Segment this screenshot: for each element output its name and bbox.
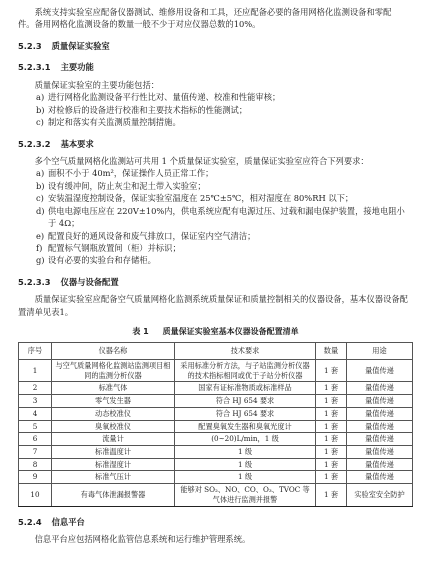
table-row: 5 臭氧校准仪 配置臭氧发生器和臭氧光度计 1 套 量值传递 bbox=[19, 420, 413, 433]
section-5-2-4-heading bbox=[18, 516, 413, 528]
platform-text: 信息平台应包括网格化监管信息系统和运行维护管理系统。 bbox=[34, 533, 251, 544]
list-item: c) 安装温湿度控制设备，保证实验室温度在 25℃±5℃，相对湿度在 80%RH 以下； bbox=[36, 193, 354, 204]
table-row: 1 与空气质量网格化监测站监测项目相同的监测分析仪器 采用标准分析方法，与子站监测分析仪器的技术指标相同或优于子站分析仪器 1 套 量值传递 bbox=[19, 359, 413, 381]
functions-intro: 质量保证实验室的主要功能包括： bbox=[34, 79, 160, 90]
header-quantity: 数量 bbox=[316, 343, 347, 360]
intro-line-2: 件。备用网格化监测设备的数量一般不少于对应仪器总数的10%。 bbox=[18, 19, 261, 30]
list-item: b) 对检修后的设备进行校准和主要技术指标的性能测试； bbox=[36, 104, 248, 115]
list-item: d) 供电电源电压应在 220V±10%内，供电系统应配有电源过压、过载和漏电保护装置，接地电阻小于 4Ω； bbox=[36, 205, 405, 229]
table-row: 6 流量计 (0~20)L/min，1 级 1 套 量值传递 bbox=[19, 433, 413, 446]
functions-list bbox=[18, 91, 413, 128]
section-number: 5.2.3 bbox=[18, 40, 42, 51]
section-title: 仪器与设备配置 bbox=[60, 276, 119, 287]
table-title: 质量保证实验室基本仪器设备配置清单 bbox=[162, 327, 299, 337]
section-number: 5.2.4 bbox=[18, 516, 42, 527]
table-row: 7 标准温度计 1 级 1 套 量值传递 bbox=[19, 445, 413, 458]
header-name: 仪器名称 bbox=[52, 343, 175, 360]
table-row: 9 标准气压计 1 级 1 套 量值传递 bbox=[19, 471, 413, 484]
list-item: e) 配置良好的通风设备和废气排放口，保证室内空气清洁； bbox=[36, 230, 256, 241]
section-title: 质量保证实验室 bbox=[51, 40, 110, 51]
requirements-intro: 多个空气质量网格化监测站可共用 1 个质量保证实验室，质量保证实验室应符合下列要求： bbox=[34, 155, 369, 166]
table-row: 10 有毒气体泄漏报警器 能够对 SO₂、NO、CO、O₃、TVOC 等气体进行监测并报警 1 套 实验室安全防护 bbox=[19, 484, 413, 506]
table-header-row bbox=[19, 343, 413, 360]
list-item: c) 制定和落实有关监测质量控制措施。 bbox=[36, 117, 181, 128]
list-item: a) 面积不小于 40m²，保证操作人员正常工作； bbox=[36, 168, 214, 179]
section-number: 5.2.3.1 bbox=[18, 62, 51, 73]
section-title: 基本要求 bbox=[60, 138, 94, 149]
section-5-2-3-1-heading bbox=[18, 61, 413, 73]
header-no: 序号 bbox=[19, 343, 52, 360]
intro-line-1: 系统支持实验室应配备仪器测试、维修用设备和工具，还应配备必要的备用网格化监测设备和零配 bbox=[34, 7, 392, 17]
header-use: 用途 bbox=[347, 343, 413, 360]
table-row: 4 动态校准仪 符合 HJ 654 要求 1 套 量值传递 bbox=[19, 407, 413, 420]
section-5-2-3-3-heading bbox=[18, 276, 413, 288]
table-caption bbox=[18, 326, 413, 338]
section-5-2-3-2-heading bbox=[18, 138, 413, 150]
requirements-list bbox=[18, 167, 413, 267]
section-5-2-3-heading bbox=[18, 40, 413, 52]
list-item: g) 设有必要的实验台和存储柜。 bbox=[36, 255, 156, 266]
header-requirement: 技术要求 bbox=[175, 343, 316, 360]
list-item: b) 设有缓冲间，防止灰尘和泥土带入实验室； bbox=[36, 180, 206, 191]
section-number: 5.2.3.2 bbox=[18, 138, 51, 149]
table-row: 2 标准气体 国家有证标准物质或标准样品 1 套 量值传递 bbox=[19, 382, 413, 395]
list-item: a) 进行网格化监测设备平行性比对、量值传递、校准和性能审核； bbox=[36, 92, 281, 103]
table-number: 表 1 bbox=[132, 327, 149, 337]
table-row: 3 零气发生器 符合 HJ 654 要求 1 套 量值传递 bbox=[19, 395, 413, 408]
equipment-table bbox=[18, 342, 413, 506]
list-item: f) 配置标气钢瓶放置间（柜）并标识； bbox=[36, 243, 181, 253]
section-title: 主要功能 bbox=[60, 62, 94, 73]
table-row: 8 标准湿度计 1 级 1 套 量值传递 bbox=[19, 458, 413, 471]
equipment-intro: 质量保证实验室应配备空气质量网格化监测系统质量保证和质量控制相关的仪器设备，基本仪器设备配置清单见表1。 bbox=[18, 294, 408, 317]
section-title: 信息平台 bbox=[51, 516, 85, 527]
section-number: 5.2.3.3 bbox=[18, 276, 51, 287]
